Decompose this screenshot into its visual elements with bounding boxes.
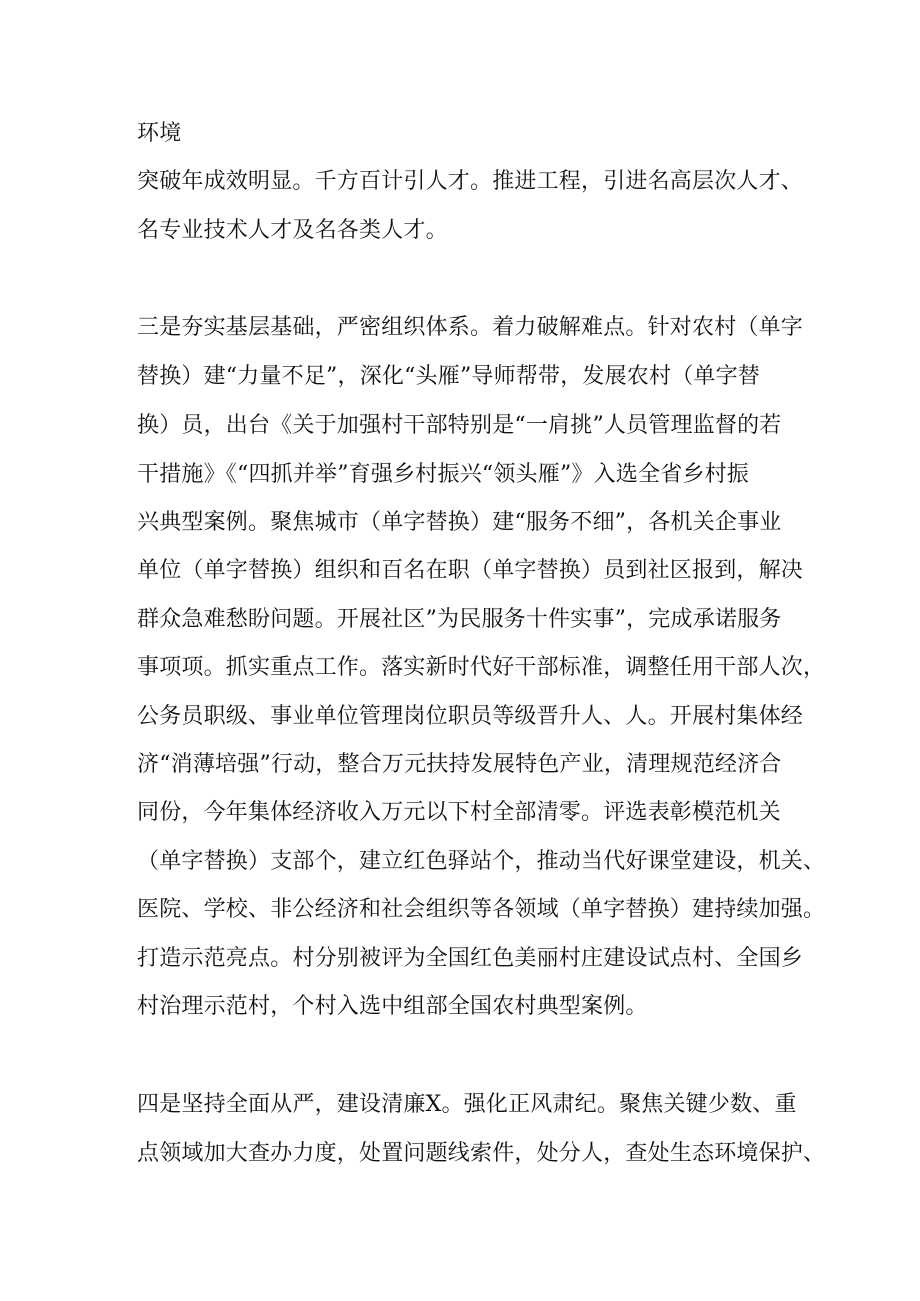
text-line: 突破年成效明显。千方百计引人才。推进工程，引进名高层次人才、 [137,169,804,194]
text-line: 村治理示范村，个村入选中组部全国农村典型案例。 [137,994,648,1019]
text-line: 名专业技术人才及名各类人才。 [137,218,448,243]
text-line: 替换）建“力量不足”，深化“头雁”导师帮带，发展农村（单字替 [137,364,760,389]
text-line: 环境 [137,121,182,146]
text-line: 三是夯实基层基础，严密组织体系。着力破解难点。针对农村（单字 [137,315,804,340]
text-line: 济“消薄培强”行动，整合万元扶持发展特色产业，清理规范经济合 [137,752,782,777]
text-line: 公务员职级、事业单位管理岗位职员等级晋升人、人。开展村集体经 [137,704,804,729]
text-line: 干措施》《“四抓并举”育强乡村振兴“领头雁”》入选全省乡村振 [137,462,749,487]
text-line: 群众急难愁盼问题。开展社区”为民服务十件实事”，完成承诺服务 [137,607,782,632]
text-line: 事项项。抓实重点工作。落实新时代好干部标准，调整任用干部人次， [137,655,826,680]
text-line: 单位（单字替换）组织和百名在职（单字替换）员到社区报到，解决 [137,558,804,583]
text-line: 医院、学校、非公经济和社会组织等各领域（单字替换）建持续加强。 [137,897,826,922]
text-line: （单字替换）支部个，建立红色驿站个，推动当代好课堂建设，机关、 [137,849,826,874]
text-line: 同份，今年集体经济收入万元以下村全部清零。评选表彰模范机关 [137,800,781,825]
text-line: 打造示范亮点。村分别被评为全国红色美丽村庄建设试点村、全国乡 [137,946,804,971]
text-line: 四是坚持全面从严，建设清廉X。强化正风肃纪。聚焦关键少数、重 [137,1092,797,1117]
text-line: 点领域加大查办力度，处置问题线索件，处分人，查处生态环境保护、 [137,1141,826,1166]
text-line: 兴典型案例。聚焦城市（单字替换）建“服务不细”，各机关企事业 [137,510,782,535]
text-line: 换）员，出台《关于加强村干部特别是“一肩挑”人员管理监督的若 [137,413,782,438]
